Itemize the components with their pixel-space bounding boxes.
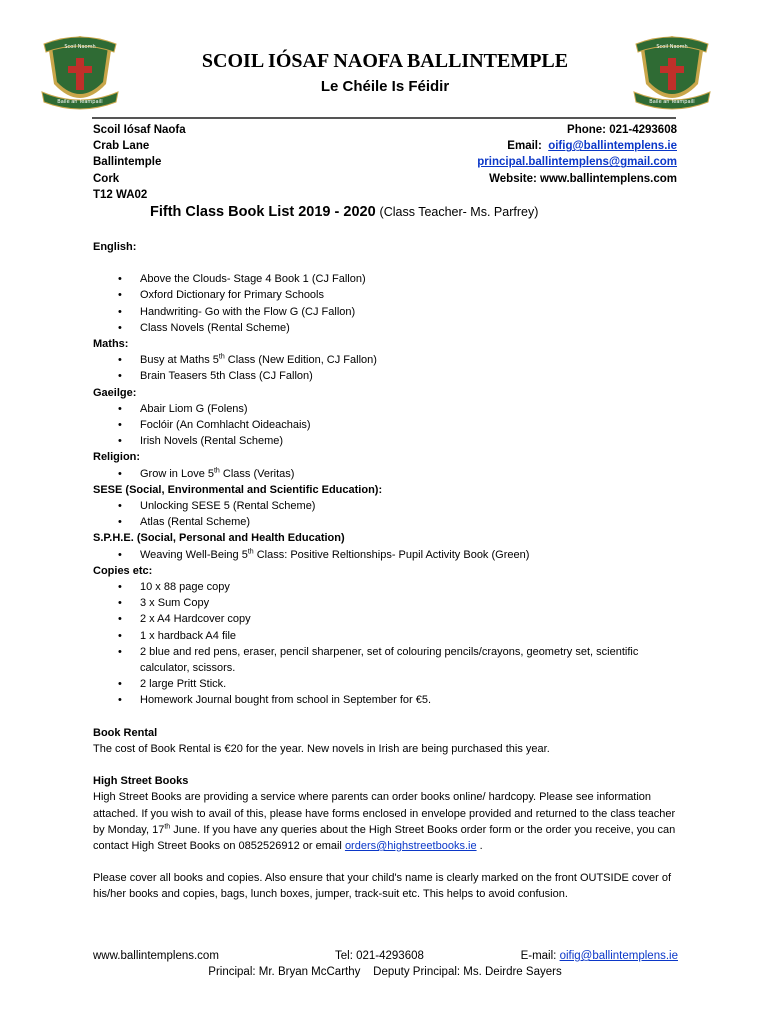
- list-item: • Abair Liom G (Folens): [140, 401, 683, 417]
- address-line: T12 WA02: [93, 188, 148, 201]
- list-item: • 2 blue and red pens, eraser, pencil sharpener, set of colouring pencils/crayons, geometry set, scientific calculator, scissors.: [140, 644, 683, 676]
- book-rental-text: The cost of Book Rental is €20 for the year. New novels in Irish are being purchased this year.: [93, 742, 550, 755]
- list-item: • Unlocking SESE 5 (Rental Scheme): [140, 498, 683, 514]
- list-item: • Foclóir (An Comhlacht Oideachais): [140, 417, 683, 433]
- list-item: • 2 large Pritt Stick.: [140, 676, 683, 692]
- footer-contacts: [93, 950, 678, 962]
- address-line: Cork: [93, 172, 120, 185]
- school-crest-right: [632, 34, 712, 114]
- book-rental-heading: Book Rental: [93, 726, 158, 739]
- footer-email: E-mail: oifig@ballintemplens.ie: [520, 950, 678, 962]
- cover-note: Please cover all books and copies. Also ensure that your child's name is clearly marked on the front OUTSIDE cover of his/her books and copies, bags, lunch boxes, jumper, track-suit etc. This helps to avoid confusion.: [93, 872, 672, 901]
- list-item: • Oxford Dictionary for Primary Schools: [140, 287, 683, 303]
- address-line: Scoil Iósaf Naofa: [93, 124, 186, 136]
- address-line: Ballintemple: [93, 156, 162, 169]
- section-heading-sese: SESE (Social, Environmental and Scientific Education):: [93, 483, 383, 496]
- list-item: • 2 x A4 Hardcover copy: [140, 611, 683, 627]
- sphe-list: [93, 547, 683, 563]
- high-street-email-link[interactable]: orders@highstreetbooks.ie: [344, 839, 477, 852]
- school-crest-left: [40, 34, 120, 114]
- crest-text-bottom: Baile an Teampaill: [649, 99, 695, 105]
- title-teacher: (Class Teacher- Ms. Parfrey): [379, 205, 539, 219]
- office-email-link[interactable]: oifig@ballintemplens.ie: [548, 140, 677, 153]
- book-list-content: [93, 239, 683, 903]
- gaeilge-list: [93, 401, 683, 450]
- list-item: • 1 x hardback A4 file: [140, 628, 683, 644]
- school-address: [93, 122, 186, 203]
- crest-text-top: Scoil Naomh: [64, 44, 96, 50]
- list-item: • Handwriting- Go with the Flow G (CJ Fallon): [140, 304, 683, 320]
- email-label: Email:: [507, 140, 542, 153]
- copies-list: [93, 579, 683, 709]
- list-item: • 10 x 88 page copy: [140, 579, 683, 595]
- footer-staff: Principal: Mr. Bryan McCarthy Deputy Principal: Ms. Deirdre Sayers: [208, 966, 562, 978]
- list-item: • Class Novels (Rental Scheme): [140, 320, 683, 336]
- school-motto: Le Chéile Is Féidir: [320, 78, 450, 95]
- crest-text-bottom: Baile an Teampaill: [57, 99, 103, 105]
- phone-number: Phone: 021-4293608: [567, 124, 677, 136]
- maths-list: [93, 352, 683, 384]
- section-heading-copies: Copies etc:: [93, 564, 153, 577]
- email-line: [477, 138, 677, 154]
- website-line: Website: www.ballintemplens.com: [489, 172, 677, 185]
- english-list: [93, 271, 683, 336]
- section-heading-gaeilge: Gaeilge:: [93, 386, 137, 399]
- principal-email-link[interactable]: principal.ballintemplens@gmail.com: [477, 156, 677, 169]
- crest-text-top: Scoil Naomh: [656, 44, 688, 50]
- footer-tel: Tel: 021-4293608: [335, 950, 424, 962]
- header-divider: [92, 117, 676, 119]
- list-item: • Above the Clouds- Stage 4 Book 1 (CJ Fallon): [140, 271, 683, 287]
- section-heading-religion: Religion:: [93, 451, 141, 464]
- list-item: • Weaving Well-Being 5th Class: Positive Reltionships- Pupil Activity Book (Green): [140, 547, 683, 563]
- list-item: • Grow in Love 5th Class (Veritas): [140, 466, 683, 482]
- list-item: • Brain Teasers 5th Class (CJ Fallon): [140, 368, 683, 384]
- sese-list: [93, 498, 683, 530]
- list-item: • Atlas (Rental Scheme): [140, 514, 683, 530]
- section-heading-sphe: S.P.H.E. (Social, Personal and Health Education): [93, 532, 345, 545]
- address-line: Crab Lane: [93, 140, 150, 153]
- section-heading-english: English:: [93, 241, 137, 253]
- book-list-title: [150, 203, 538, 220]
- title-main: Fifth Class Book List 2019 - 2020: [150, 204, 376, 220]
- high-street-heading: High Street Books: [93, 775, 189, 788]
- list-item: • 3 x Sum Copy: [140, 595, 683, 611]
- religion-list: [93, 466, 683, 482]
- list-item: • Busy at Maths 5th Class (New Edition, CJ Fallon): [140, 352, 683, 368]
- list-item: • Homework Journal bought from school in September for €5.: [140, 692, 683, 708]
- section-heading-maths: Maths:: [93, 338, 129, 351]
- school-name: SCOIL IÓSAF NAOFA BALLINTEMPLE: [201, 50, 569, 72]
- list-item: • Irish Novels (Rental Scheme): [140, 433, 683, 449]
- high-street-text: High Street Books are providing a service where parents can order books online/ hardcopy. Please see information attached. If you wish to avail of this, please have forms enclosed in envelope provided and returned to the class teacher by Monday, 17th June. If you have any queries about the High Street Books order form or the order you receive, you can contact High Street Books on 0852526912 or email orders@highstreetbooks.ie .: [93, 791, 676, 852]
- contact-block: [477, 122, 677, 187]
- footer-email-link[interactable]: oifig@ballintemplens.ie: [559, 950, 678, 962]
- footer-website: www.ballintemplens.com: [93, 950, 219, 962]
